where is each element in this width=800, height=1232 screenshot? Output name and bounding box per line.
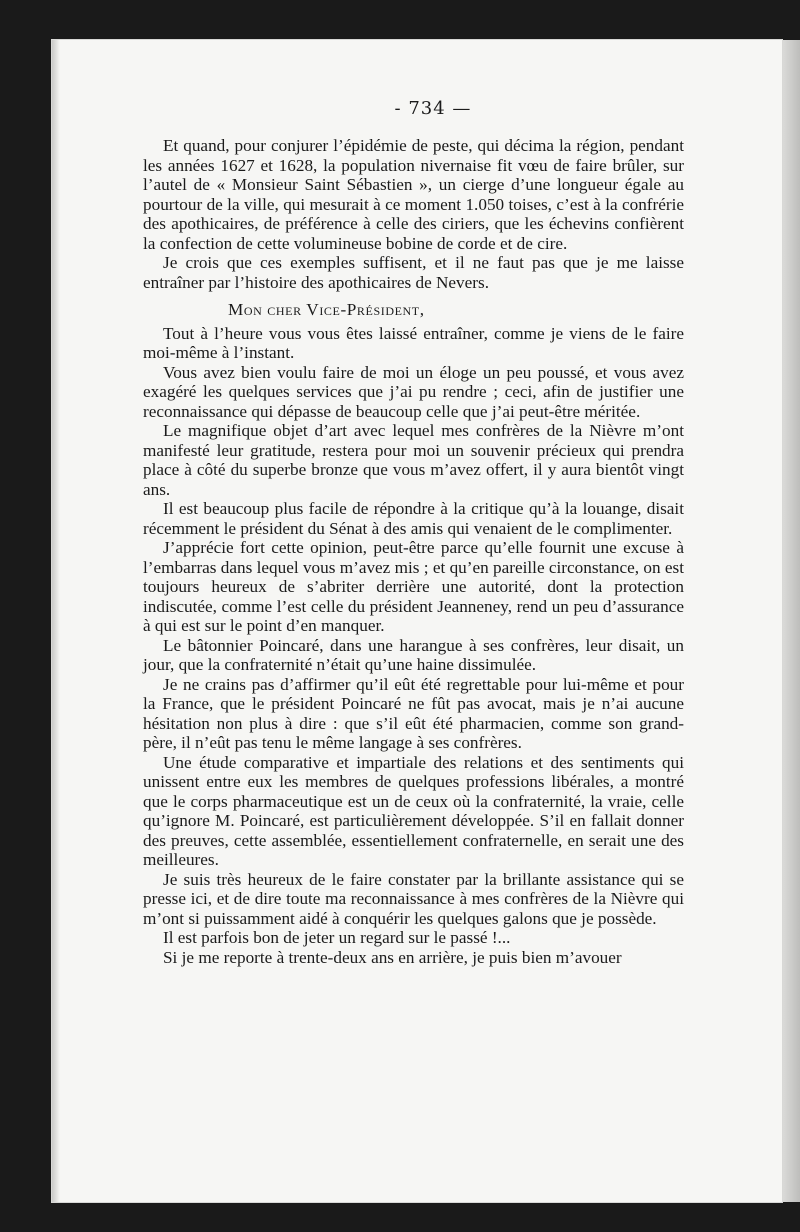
paragraph: Tout à l’heure vous vous êtes laissé entraîner, comme je viens de le faire moi-même à l’instant. [143,323,684,362]
paragraph: Une étude comparative et impartiale des relations et des sentiments qui unissent entre eux les membres de quelques professions libérales, a montré que le corps pharmaceutique est un de ceux où la confraternité, la vraie, celle qu’ignore M. Poincaré, est particulièrement développée. S’il en fallait donner des preuves, cette assemblée, essentiellement confraternelle, en serait une des meilleures. [143,752,684,869]
paragraph: Et quand, pour conjurer l’épidémie de peste, qui décima la région, pendant les années 1627 et 1628, la population nivernaise fit vœu de faire brûler, sur l’autel de « Monsieur Saint Sébastien », un cierge d’une longueur égale au pourtour de la ville, qui mesurait à ce moment 1.050 toises, c’est à la confrérie des apothicaires, de préférence à celle des ciriers, que les échevins confièrent la confection de cette volumineuse bobine de corde et de cire. [143,136,684,253]
paragraph: Vous avez bien voulu faire de moi un éloge un peu poussé, et vous avez exagéré les quelques services que j’ai pu rendre ; ceci, afin de justifier une reconnaissance qui dépasse de beaucoup celle que j’ai peut-être méritée. [143,362,684,421]
salutation: Mon cher Vice-Président, [228,300,425,319]
paragraph: Le bâtonnier Poincaré, dans une harangue à ses confrères, leur disait, un jour, que la confraternité n’était qu’une haine dissimulée. [143,635,684,674]
paragraph: Il est beaucoup plus facile de répondre à la critique qu’à la louange, disait récemment le président du Sénat à des amis qui venaient de le complimenter. [143,499,684,538]
page-number: - 734 — [394,98,472,119]
paragraph: Le magnifique objet d’art avec lequel mes confrères de la Nièvre m’ont manifesté leur gratitude, restera pour moi un souvenir précieux qui prendra place à côté du superbe bronze que vous m’avez offert, il y aura bientôt vingt ans. [143,421,684,499]
paragraph: J’apprécie fort cette opinion, peut-être parce qu’elle fournit une excuse à l’embarras dans lequel vous m’avez mis ; et qu’en pareille circonstance, on est toujours heureux de s’abriter derrière une autorité, dont la protection indiscutée, comme l’est celle du président Jeanneney, rend un peu d’assurance à qui est sur le point d’en manquer. [143,538,684,635]
paragraph: Je crois que ces exemples suffisent, et il ne faut pas que je me laisse entraîner par l’histoire des apothicaires de Nevers. [143,253,684,292]
paragraph: Je suis très heureux de le faire constater par la brillante assistance qui se presse ici, et de dire toute ma reconnaissance à mes confrères de la Nièvre qui m’ont si puissamment aidé à conquérir les quelques galons que je possède. [143,869,684,928]
paragraph: Je ne crains pas d’affirmer qu’il eût été regrettable pour lui-même et pour la France, que le président Poincaré ne fût pas avocat, mais je n’ai aucune hésitation non plus à dire : que s’il eût été pharmacien, comme son grand-père, il n’eût pas tenu le même langage à ses confrères. [143,674,684,752]
body-text [143,136,684,967]
paragraph: Il est parfois bon de jeter un regard sur le passé !... [163,928,511,947]
paragraph: Si je me reporte à trente-deux ans en arrière, je puis bien m’avouer [163,947,622,967]
